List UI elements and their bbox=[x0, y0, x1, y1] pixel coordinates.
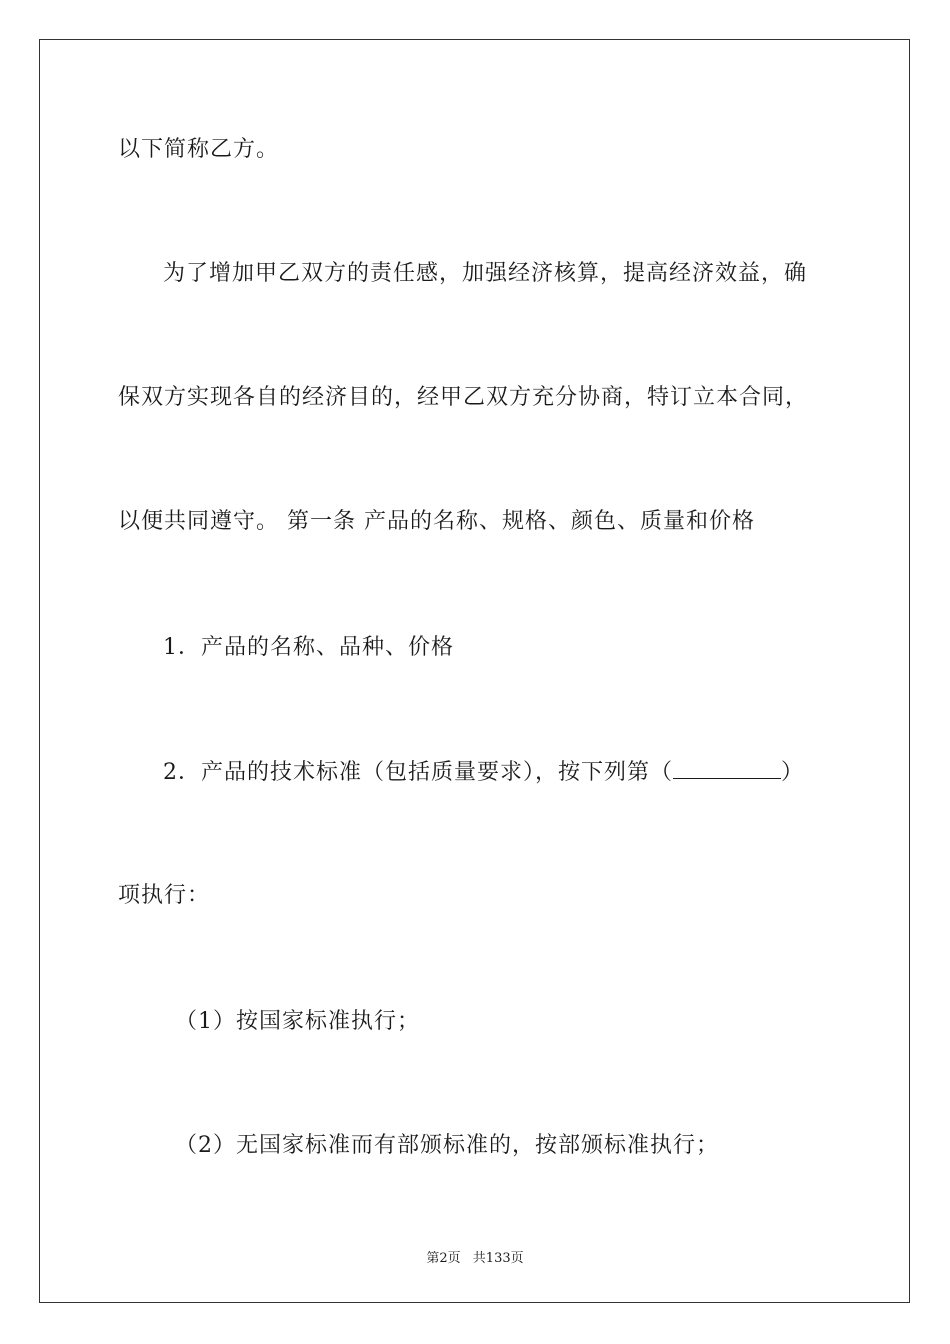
paragraph-line: 保双方实现各自的经济目的，经甲乙双方充分协商，特订立本合同， bbox=[118, 385, 809, 410]
page-footer bbox=[0, 1247, 950, 1266]
list-item: （2）无国家标准而有部颁标准的，按部颁标准执行； bbox=[175, 1133, 719, 1158]
list-item: （1）按国家标准执行； bbox=[175, 1009, 420, 1034]
list-item: 1．产品的名称、品种、价格 bbox=[163, 635, 454, 660]
paragraph-line: 以便共同遵守。 第一条 产品的名称、规格、颜色、质量和价格 bbox=[118, 509, 755, 534]
page-number: 第2页 bbox=[426, 1251, 461, 1266]
list-item-text: 2．产品的技术标准（包括质量要求），按下列第（ bbox=[163, 760, 673, 785]
paragraph-line: 为了增加甲乙双方的责任感，加强经济核算，提高经济效益，确 bbox=[163, 261, 808, 286]
paragraph-line: 项执行： bbox=[118, 883, 211, 908]
fill-in-blank[interactable] bbox=[673, 758, 781, 779]
list-item bbox=[163, 758, 804, 787]
text-line: 以下简称乙方。 bbox=[118, 137, 280, 162]
closing-paren: ） bbox=[781, 760, 805, 785]
page-total: 共133页 bbox=[472, 1251, 524, 1266]
page-frame bbox=[39, 39, 910, 1303]
